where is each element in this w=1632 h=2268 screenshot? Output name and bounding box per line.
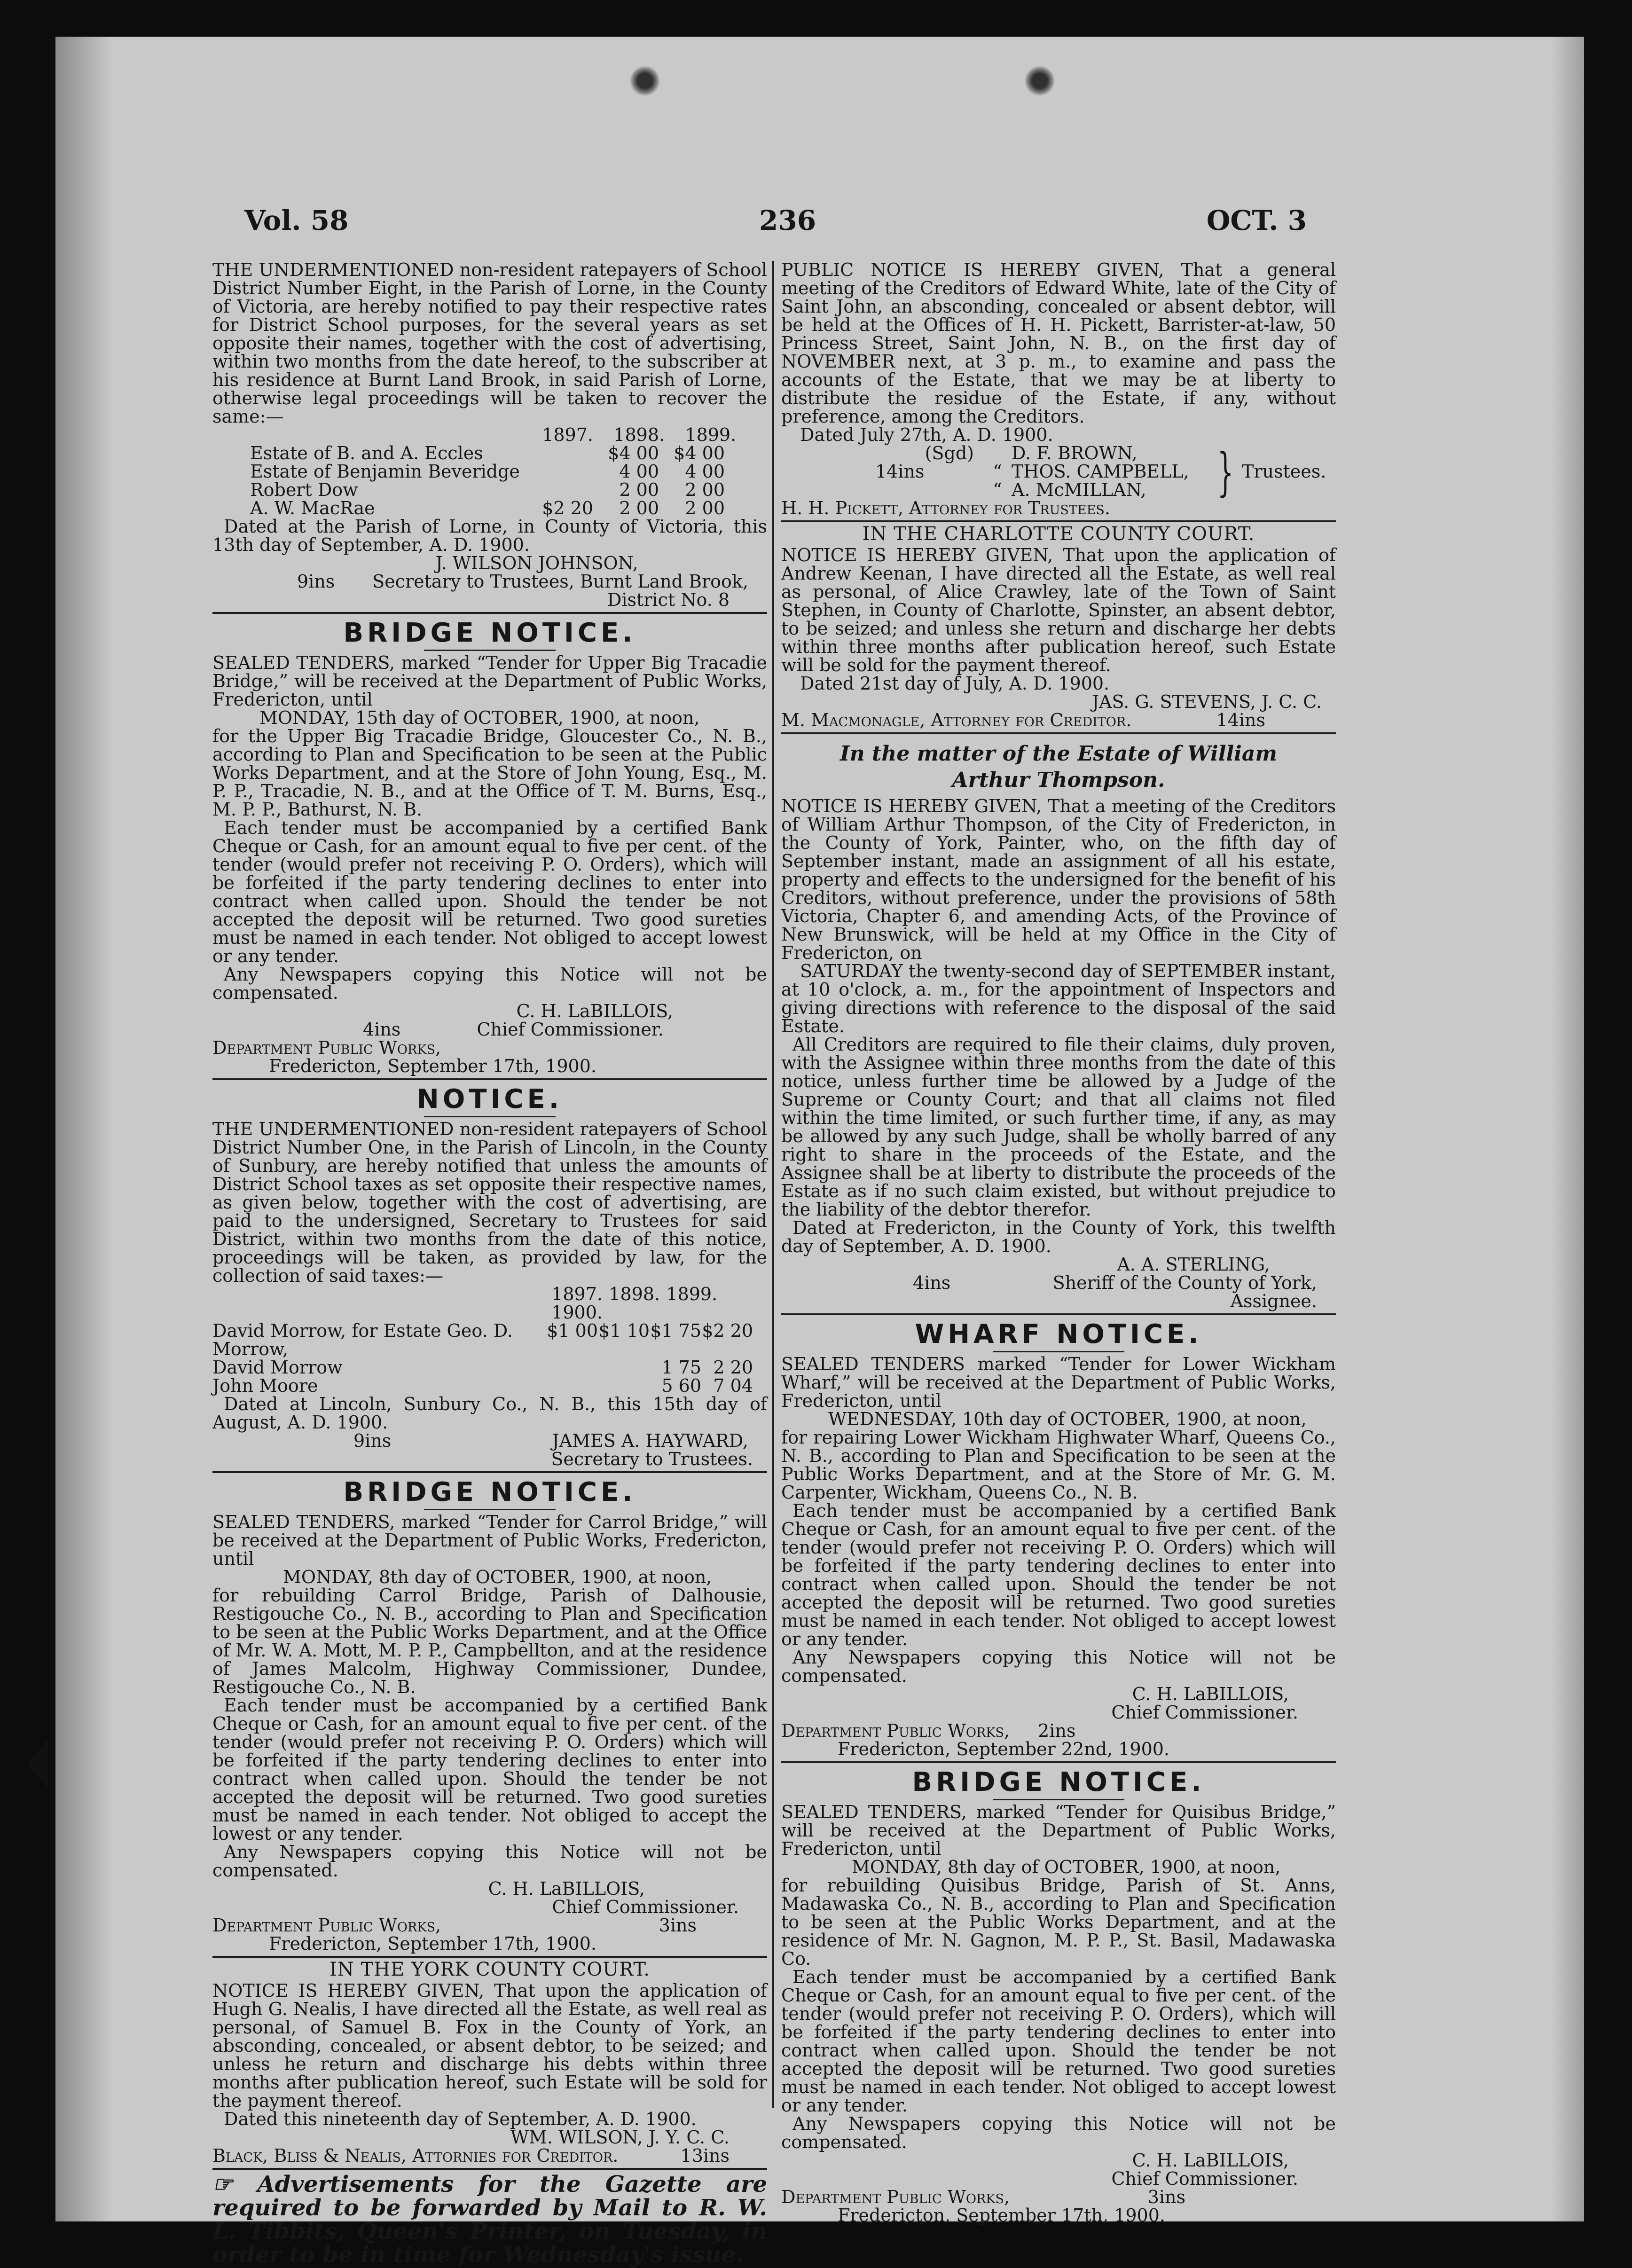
tender-cheque: Each tender must be accompanied by a certified Bank Cheque or Cash, for an amount equal to five per cent. of the tender (would prefer not receiving P. O. Orders), which will be forfeited if the party tendering declines to enter into contract when called upon. Should the tender be not accepted the deposit will be returned. Two good sureties must be named in each tender. Not obliged to accept lowest or any tender. [781, 1967, 1336, 2116]
binding-gutter [55, 37, 112, 2221]
wickham-wharf-notice [781, 1318, 1336, 1758]
attorney-row: M. Macmonagle, Attorney for Creditor. 14ins [781, 710, 1265, 730]
signer-title: Chief Commissioner. [1111, 1702, 1298, 1723]
tender-cheque: Each tender must be accompanied by a certified Bank Cheque or Cash, for an amount equal to five per cent. of the tender (would prefer not receiving P. O. Orders) which will be forfeited if the party tendering declines to enter into contract when called upon. Should the tender be not accepted the deposit will be returned. Two good sureties must be named in each tender. Not obliged to accept the lowest or any tender. [212, 1695, 767, 1844]
dated-line: Dated July 27th, A. D. 1900. [800, 424, 1053, 445]
signer-name: J. WILSON JOHNSON, [435, 553, 638, 573]
dept-row: Department Public Works, 3ins [212, 1915, 697, 1936]
page-edge [1551, 37, 1584, 2221]
tender-papers: Any Newspapers copying this Notice will not be compensated. [212, 964, 767, 1003]
white-creditors-notice [781, 261, 1336, 518]
signer-name: C. H. LaBILLOIS, [516, 1001, 673, 1021]
rate-row: Estate of Benjamin Beveridge 4 00 4 00 [250, 461, 725, 482]
trustee-name: THOS. CAMPBELL, [1012, 461, 1189, 482]
signer-row: 9ins JAMES A. HAYWARD, [353, 1430, 748, 1451]
page-header [244, 204, 1307, 247]
signer-title: Chief Commissioner. [1111, 2168, 1298, 2189]
place-date: Fredericton, September 17th, 1900. [269, 1933, 596, 1954]
section-rule [212, 1471, 767, 1473]
rate-row: John Moore 5 60 7 04 [212, 1375, 753, 1396]
charlotte-court-notice [781, 525, 1336, 730]
section-title: WHARF NOTICE. [915, 1319, 1202, 1350]
binding-hole-icon [1025, 66, 1055, 96]
right-column [781, 261, 1336, 2225]
carrol-bridge-notice [212, 1476, 767, 1953]
section-rule [212, 612, 767, 614]
signer-title-row: 9ins Secretary to Trustees, Burnt Land Brook, [297, 571, 748, 592]
section-rule [781, 1761, 1336, 1763]
notice-text: PUBLIC NOTICE IS HEREBY GIVEN, That a general meeting of the Creditors of Edward White, late of the City of Saint John, an absconding, concealed or absent debtor, will be held at the Offices of H. H. Pickett, Barrister-at-law, 50 Princess Street, Saint John, N. B., on the first day of NOVEMBER next, at 3 p. m., to examine and pass the accounts of the Estate, that we may be at liberty to distribute the residue of the Estate, if any, without preference, among the Creditors. [781, 259, 1336, 427]
notice-text: NOTICE IS HEREBY GIVEN, That a meeting of the Creditors of William Arthur Thompson, of the City of Fredericton, in the County of York, Painter, who, on the fifth day of September instant, made an assignment of all his estate, property and effects to the undersigned for the benefit of his Creditors, without preference, under the provisions of 58th Victoria, Chapter 6, and amending Acts, of the Province of New Brunswick, will be held at my Office in the City of Fredericton, on [781, 796, 1336, 963]
signer-name: JAS. G. STEVENS, J. C. C. [1091, 691, 1322, 712]
issue-date: OCT. 3 [1206, 204, 1307, 236]
claims-text: All Creditors are required to file their claims, duly proven, with the Assignee within three months from the date of this notice, unless further time be allowed by a Judge of the Supreme or County Court; and that all claims not filed within the time limited, or such further time, if any, as may be allowed by any such Judge, shall be wholly barred of any right to share in the proceeds of the Estate, and the Assignee shall be at liberty to distribute the proceeds of the Estate as if no such claim existed, but without prejudice to the liability of the debtor therefor. [781, 1034, 1336, 1220]
notice-text: THE UNDERMENTIONED non-resident ratepayers of School District Number Eight, in the Parish of Lorne, in the County of Victoria, are hereby notified to pay their respective rates for District School purposes, for the several years as set opposite their names, together with the cost of advertising, within two months from the date hereof, to the subscriber at his residence at Burnt Land Brook, in said Parish of Lorne, otherwise legal proceedings will be taken to recover the same:— [212, 259, 767, 427]
attorney: H. H. Pickett, Attorney for Trustees. [781, 498, 1110, 518]
binding-hole-icon [630, 66, 660, 96]
signer-title: Chief Commissioner. [552, 1897, 739, 1917]
section-title: BRIDGE NOTICE. [912, 1767, 1205, 1797]
place-date: Fredericton, September 17th, 1900. [838, 2205, 1165, 2226]
title-underline [993, 1799, 1124, 1800]
signer-title-row: 4ins Sheriff of the County of York, [913, 1272, 1317, 1293]
tender-body: for rebuilding Quisibus Bridge, Parish of St. Anns, Madawaska Co., N. B., according to Plan and Specification to be seen at the Public Works Department, and at the residence of Mr. N. Gagnon, M. P. P., St. Basil, Madawaska Co. [781, 1875, 1336, 1969]
dated-line: Dated 21st day of July, A. D. 1900. [800, 673, 1110, 694]
title-underline [424, 650, 556, 651]
court-text: NOTICE IS HEREBY GIVEN, That upon the application of Hugh G. Nealis, I have directed all the Estate, as well real as personal, of Samuel B. Fox in the County of York, an absconding, concealed, or absent debtor, to be seized; and unless he return and discharge his debts within three months after publication hereof, such Estate will be sold for the payment thereof. [212, 1980, 767, 2111]
rate-years: 1897. 1898. 1899. 1900. [551, 1284, 718, 1323]
left-column [212, 261, 767, 2267]
tender-intro: SEALED TENDERS, marked “Tender for Carrol Bridge,” will be received at the Department of Public Works, Fredericton, until [212, 1512, 767, 1569]
title-underline [424, 1116, 556, 1117]
lincoln-ratepayers-notice [212, 1083, 767, 1468]
dated-line: Dated this nineteenth day of September, A. D. 1900. [224, 2109, 697, 2129]
place-date: Fredericton, September 17th, 1900. [269, 1056, 596, 1076]
brace-icon: } [1217, 441, 1234, 502]
section-rule [781, 1313, 1336, 1315]
column-divider [772, 261, 774, 2108]
tender-papers: Any Newspapers copying this Notice will not be compensated. [781, 1647, 1336, 1686]
signer-name: C. H. LaBILLOIS, [1132, 1684, 1289, 1704]
upper-tracadie-bridge-notice [212, 617, 767, 1075]
trustee-name: D. F. BROWN, [1012, 443, 1138, 463]
tender-body: for the Upper Big Tracadie Bridge, Gloucester Co., N. B., according to Plan and Specification to be seen at the Public Works Department, and at the Store of John Young, Esq., M. P. P., Tracadie, N. B., and at the Office of T. M. Burns, Esq., M. P. P., Bathurst, N. B. [212, 726, 767, 820]
binding-tab-icon [27, 1739, 48, 1788]
trustee-name: A. McMILLAN, [1012, 479, 1146, 500]
rate-row: David Morrow 1 75 2 20 [212, 1357, 753, 1378]
signer-district: District No. 8 [607, 589, 730, 610]
section-rule [212, 2168, 767, 2170]
trustee-block: (Sgd) 14ins “ “ D. F. BROWN, THOS. CAMPBELL, A. McMILLAN, } Trustees. [875, 441, 1326, 502]
dated-line: Dated at Lincoln, Sunbury Co., N. B., this 15th day of August, A. D. 1900. [212, 1394, 767, 1433]
tender-papers: Any Newspapers copying this Notice will not be compensated. [781, 2113, 1336, 2152]
tender-cheque: Each tender must be accompanied by a certified Bank Cheque or Cash, for an amount equal to five per cent. of the tender (would prefer not receiving P. O. Orders), which will be forfeited if the party tendering declines to enter into contract when called upon. Should the tender be not accepted the deposit will be returned. Two good sureties must be named in each tender. Not obliged to accept lowest or any tender. [212, 817, 767, 966]
pointing-hand-icon: ☞ [212, 2171, 233, 2197]
tender-deadline: MONDAY, 15th day of OCTOBER, 1900, at noon, [259, 707, 700, 728]
section-rule [212, 1078, 767, 1080]
meeting-time: at 10 o'clock, a. m., for the appointment of Inspectors and giving directions with reference to the disposal of the said Estate. [781, 979, 1336, 1036]
tender-intro: SEALED TENDERS marked “Tender for Lower Wickham Wharf,” will be received at the Department of Public Works, Fredericton, until [781, 1354, 1336, 1411]
dept-row: Department Public Works, 2ins [781, 1720, 1076, 1741]
section-rule [781, 732, 1336, 734]
tender-intro: SEALED TENDERS, marked “Tender for Upper Big Tracadie Bridge,” will be received at the Department of Public Works, Fredericton, until [212, 652, 767, 710]
section-title: BRIDGE NOTICE. [343, 618, 636, 648]
section-rule [781, 520, 1336, 522]
rate-row: Estate of B. and A. Eccles $4 00 $4 00 [250, 443, 725, 463]
section-rule [212, 1956, 767, 1958]
tender-deadline: WEDNESDAY, 10th day of OCTOBER, 1900, at noon, [828, 1409, 1307, 1429]
title-underline [993, 1351, 1124, 1352]
tender-body: for repairing Lower Wickham Highwater Wharf, Queens Co., N. B., according to Plan and Specification to be seen at the Public Works Department, and at the Store of Mr. G. M. Carpenter, Wickham, Queens Co., N. B. [781, 1427, 1336, 1503]
signer-name: C. H. LaBILLOIS, [1132, 2150, 1289, 2171]
tender-intro: SEALED TENDERS, marked “Tender for Quisibus Bridge,” will be received at the Department of Public Works, Fredericton, until [781, 1802, 1336, 1859]
thompson-estate-notice [781, 737, 1336, 1311]
title-underline [424, 1509, 556, 1510]
dated-line: Dated at Fredericton, in the County of York, this twelfth day of September, A. D. 1900. [781, 1217, 1336, 1256]
trustees-label: Trustees. [1242, 461, 1326, 482]
notice-text: THE UNDERMENTIONED non-resident ratepayers of School District Number One, in the Parish of Lincoln, in the County of Sunbury, are hereby notified that unless the amounts of District School taxes as set opposite their respective names, as given below, together with the cost of advertising, are paid to the undersigned, Secretary to Trustees for said District, within two months from the date of this notice, proceedings will be taken, as provided by law, for the collection of said taxes:— [212, 1119, 767, 1286]
signer-name: C. H. LaBILLOIS, [488, 1878, 645, 1899]
advertisement-notice [212, 2173, 767, 2267]
court-text: NOTICE IS HEREBY GIVEN, That upon the application of Andrew Keenan, I have directed all the Estate, as well real as personal, of Alice Crawley, late of the Town of Saint Stephen, in County of Charlotte, Spinster, an absent debtor, to be seized; and unless she return and discharge her debts within three months after publication hereof, such Estate will be sold for the payment thereof. [781, 545, 1336, 675]
section-title: BRIDGE NOTICE. [343, 1477, 636, 1507]
tender-body: for rebuilding Carrol Bridge, Parish of Dalhousie, Restigouche Co., N. B., according to Plan and Specification to be seen at the Public Works Department, and at the Office of Mr. W. A. Mott, M. P. P., Campbellton, and at the residence of James Malcolm, Highway Commissioner, Dundee, Restigouche Co., N. B. [212, 1585, 767, 1697]
york-court-notice [212, 1961, 767, 2165]
rate-row: David Morrow, for Estate Geo. D. Morrow, $1 00 $1 10 $1 75 $2 20 [212, 1320, 753, 1359]
tender-deadline: MONDAY, 8th day of OCTOBER, 1900, at noon, [283, 1567, 712, 1587]
meeting-date: SATURDAY the twenty-second day of SEPTEMBER instant, [800, 961, 1336, 981]
signer-role: Assignee. [1230, 1291, 1317, 1311]
tender-papers: Any Newspapers copying this Notice will not be compensated. [212, 1842, 767, 1881]
court-title: IN THE YORK COUNTY COURT. [330, 1959, 650, 1980]
page-number: 236 [759, 204, 816, 236]
tender-deadline: MONDAY, 8th day of OCTOBER, 1900, at noon, [852, 1857, 1281, 1877]
rate-years: 1897. 1898. 1899. [542, 424, 737, 445]
signer-name: A. A. STERLING, [1117, 1254, 1270, 1275]
signer-name: WM. WILSON, J. Y. C. C. [510, 2127, 730, 2148]
lorne-ratepayers-notice [212, 261, 767, 609]
section-title: NOTICE. [416, 1084, 563, 1114]
estate-title: In the matter of the Estate of William Arthur Thompson. [840, 742, 1277, 792]
place-date: Fredericton, September 22nd, 1900. [838, 1739, 1170, 1759]
rate-row: A. W. MacRae $2 20 2 00 2 00 [250, 498, 725, 518]
rate-row: Robert Dow 2 00 2 00 [250, 479, 725, 500]
signer-title-row: 4ins Chief Commissioner. [363, 1019, 664, 1040]
tender-cheque: Each tender must be accompanied by a certified Bank Cheque or Cash, for an amount equal to five per cent. of the tender (would prefer not receiving P. O. Orders) which will be forfeited if the party tendering declines to enter into contract when called upon. Should the tender be not accepted the deposit will be returned. Two good sureties must be named in each tender. Not obliged to accept lowest or any tender. [781, 1500, 1336, 1649]
quisibus-bridge-notice [781, 1766, 1336, 2225]
signer-title: Secretary to Trustees. [551, 1449, 753, 1469]
attorney-row: Black, Bliss & Nealis, Attornies for Creditor. 13ins [212, 2145, 730, 2166]
court-title: IN THE CHARLOTTE COUNTY COURT. [862, 523, 1255, 545]
dept-row: Department Public Works, 3ins [781, 2187, 1185, 2207]
volume-label: Vol. 58 [244, 204, 349, 236]
department: Department Public Works, [212, 1037, 441, 1058]
dated-line: Dated at the Parish of Lorne, in County of Victoria, this 13th day of September, A. D. 1900. [212, 516, 767, 555]
advert-text: ☞ Advertisements for the Gazette are required to be forwarded by Mail to R. W. L. Tibbits, Queen's Printer, on Tuesday, in order to be in time for Wednesday's issue. [212, 2171, 767, 2268]
